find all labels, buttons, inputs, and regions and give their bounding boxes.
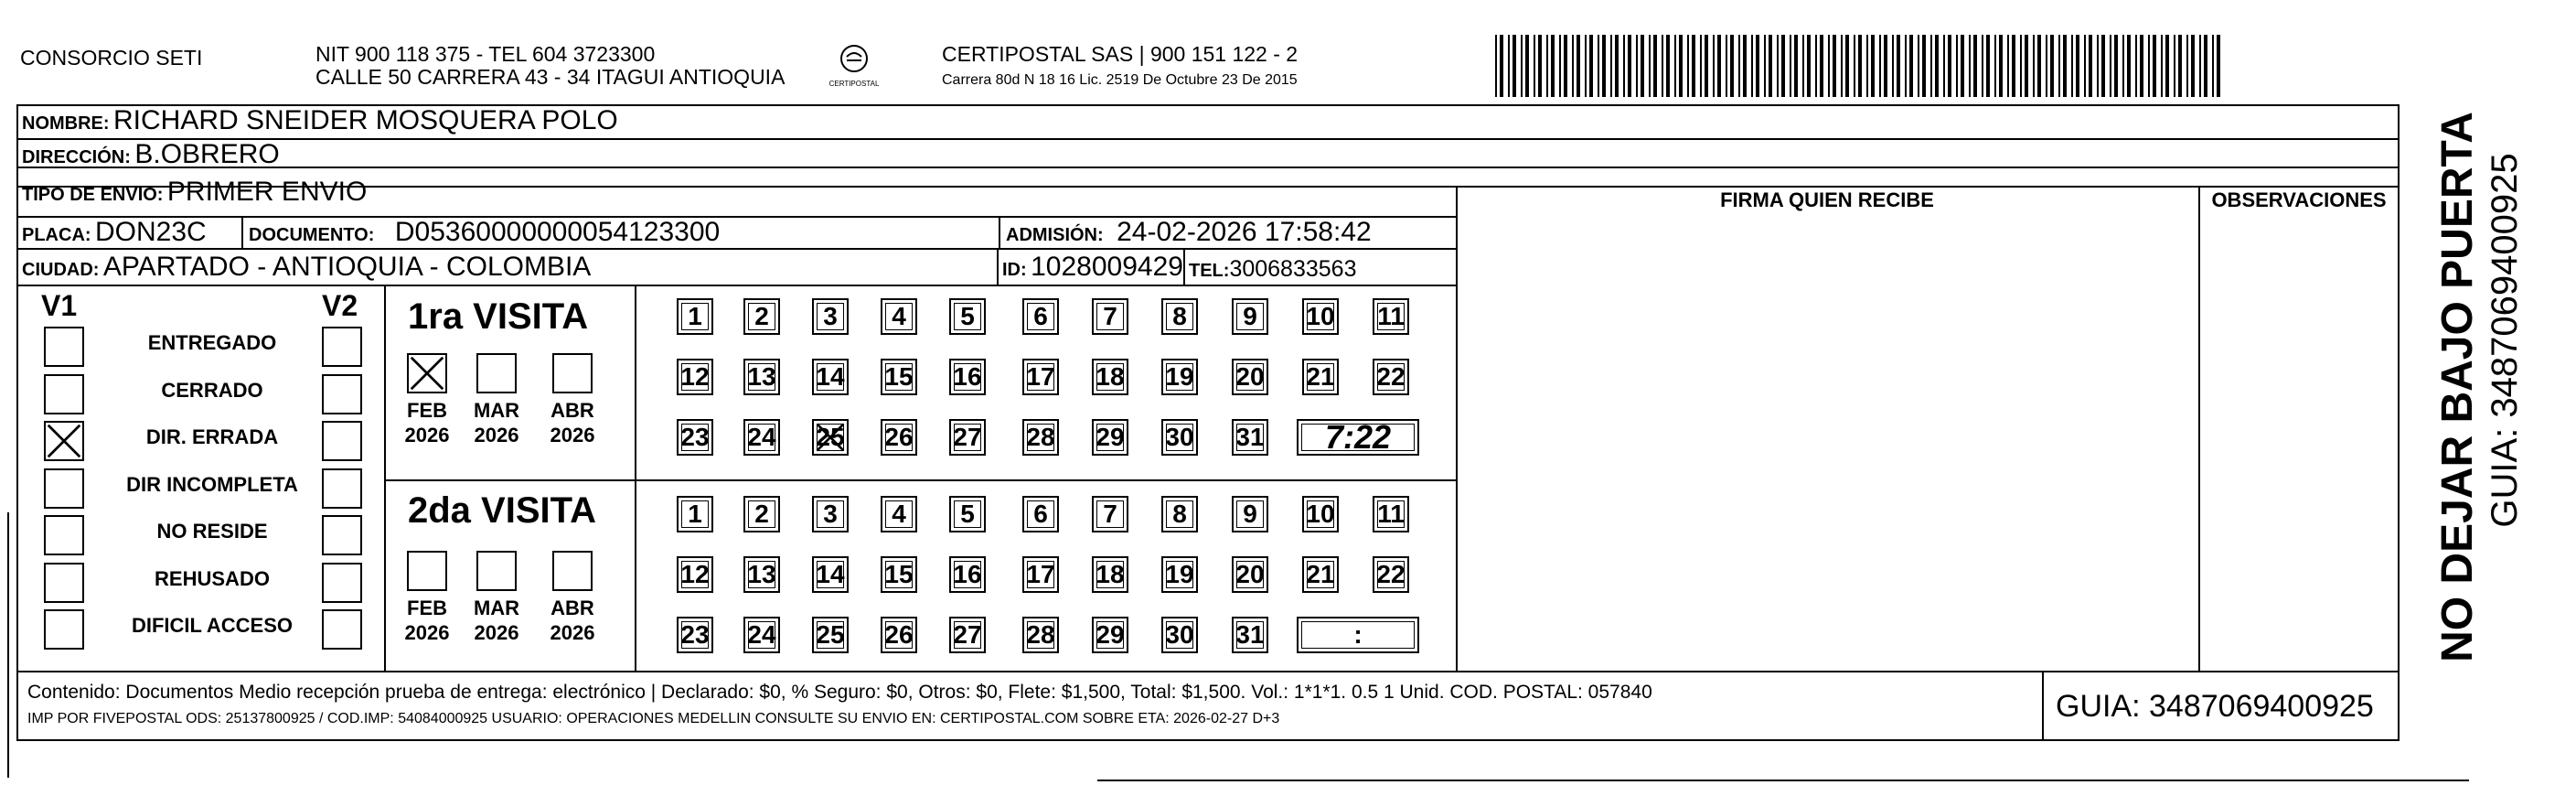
placa-value: DON23C [95, 217, 207, 247]
ciudad-label: CIUDAD: [22, 260, 100, 280]
placa-label: PLACA: [22, 225, 91, 245]
visit2-day-box[interactable] [743, 496, 780, 532]
visit2-day-box[interactable] [1092, 556, 1128, 593]
tipo-value: PRIMER ENVIO [166, 177, 368, 207]
status-label: DIR INCOMPLETA [126, 472, 298, 496]
visit1-month-label: FEB [407, 399, 447, 422]
visit2-day-box[interactable] [881, 496, 917, 532]
visit2-day-box[interactable] [1373, 496, 1409, 532]
visit2-day-number: 19 [1165, 560, 1194, 588]
visit2-month-label: MAR [473, 597, 520, 619]
visit1-day-number: 22 [1376, 362, 1406, 391]
logo-text: CERTIPOSTAL [828, 80, 880, 88]
visit2-day-box[interactable] [949, 556, 986, 593]
visit2-day-box[interactable] [677, 617, 713, 653]
barcode [1495, 35, 2227, 97]
visit1-day-box[interactable] [1092, 419, 1128, 456]
visit2-day-number: 6 [1033, 500, 1048, 528]
visit1-day-number: 13 [747, 362, 776, 391]
visit1-day-box[interactable] [743, 298, 780, 335]
visit2-day-box[interactable] [1232, 556, 1268, 593]
documento-row [249, 219, 720, 246]
visit2-year-label: 2026 [474, 621, 519, 644]
bottom-edge-line [1097, 780, 2469, 781]
visit2-day-box[interactable] [812, 617, 849, 653]
visit2-day-box[interactable] [1022, 556, 1059, 593]
visit1-day-box[interactable] [1302, 359, 1339, 395]
contenido-line: Contenido: Documentos Medio recepción prueba de entrega: electrónico | Declarado: $0, % Seguro: $0, Otros: $0, Flete: $1,500, Total: $1,500. Vol.: 1*1*1. 0.5 1 Unid. COD. POSTAL: 057840 [27, 682, 1652, 703]
visit1-month-checkbox[interactable] [407, 353, 447, 393]
status-label: NO RESIDE [156, 520, 268, 543]
v2-checkbox[interactable] [322, 468, 362, 509]
visit1-day-box[interactable] [812, 298, 849, 335]
visit1-day-box[interactable] [1232, 359, 1268, 395]
visit1-day-number: 18 [1096, 362, 1125, 391]
visit2-day-number: 9 [1243, 500, 1257, 528]
visit1-day-box[interactable] [881, 419, 917, 456]
visit1-day-box[interactable] [1022, 359, 1059, 395]
visit2-day-number: 28 [1026, 620, 1055, 649]
admision-label: ADMISIÓN: [1006, 225, 1104, 245]
visit2-day-box[interactable] [881, 556, 917, 593]
visit1-day-box[interactable] [949, 298, 986, 335]
visit1-day-box[interactable] [1373, 298, 1409, 335]
visit1-day-number: 17 [1026, 362, 1055, 391]
observaciones-header: OBSERVACIONES [2211, 188, 2387, 211]
certipostal-line: CERTIPOSTAL SAS | 900 151 122 - 2 [942, 42, 1299, 66]
v1-checkbox[interactable] [44, 327, 84, 367]
visit1-time-box[interactable] [1297, 419, 1419, 456]
visit2-title: 2da VISITA [408, 490, 596, 531]
visit1-day-box[interactable] [677, 298, 713, 335]
visit2-day-number: 16 [953, 560, 982, 588]
visit2-day-box[interactable] [677, 556, 713, 593]
visit1-day-number: 27 [953, 423, 982, 451]
documento-label: DOCUMENTO: [249, 225, 375, 245]
visit1-year-label: 2026 [404, 424, 450, 446]
visit1-day-box[interactable] [1232, 419, 1268, 456]
visit2-day-number: 20 [1235, 560, 1265, 588]
visit1-day-box[interactable] [743, 419, 780, 456]
visit1-day-number: 11 [1377, 302, 1405, 330]
certipostal-logo [821, 40, 887, 95]
visit1-day-number: 7 [1103, 302, 1117, 330]
visit1-title: 1ra VISITA [408, 296, 589, 337]
visit1-day-box[interactable] [812, 419, 849, 456]
visit2-day-number: 24 [747, 620, 776, 649]
visit1-day-box[interactable] [1161, 298, 1198, 335]
visit1-day-box[interactable] [1232, 298, 1268, 335]
placa-row [22, 219, 207, 246]
company-name: CONSORCIO SETI [20, 46, 203, 70]
visit2-day-number: 22 [1376, 560, 1406, 588]
visit2-day-box[interactable] [743, 617, 780, 653]
v2-checkbox[interactable] [322, 421, 362, 461]
visit1-day-number: 6 [1033, 302, 1048, 330]
visit1-day-number: 2 [754, 302, 769, 330]
visit2-day-number: 30 [1165, 620, 1194, 649]
visit1-month-checkbox[interactable] [476, 353, 517, 393]
visit1-day-number: 1 [688, 302, 702, 330]
guia-footer: GUIA: 3487069400925 [2056, 689, 2374, 724]
v2-checkbox[interactable] [322, 327, 362, 367]
visit1-month-label: MAR [473, 399, 520, 422]
visit2-day-box[interactable] [1092, 617, 1128, 653]
visit1-day-number: 12 [680, 362, 710, 391]
visit1-day-box[interactable] [677, 359, 713, 395]
visit1-day-box[interactable] [881, 298, 917, 335]
visit1-day-number: 3 [823, 302, 838, 330]
v1-label: V1 [41, 289, 78, 322]
visit2-day-number: 15 [884, 560, 914, 588]
visit2-day-number: 8 [1172, 500, 1187, 528]
visit1-day-number: 25 [816, 423, 845, 451]
v1-checkbox[interactable] [44, 609, 84, 650]
visit2-month-label: ABR [550, 597, 594, 619]
visit1-month-checkbox[interactable] [552, 353, 593, 393]
visit1-day-number: 24 [747, 423, 776, 451]
visit1-month-label: ABR [550, 399, 594, 422]
visit2-day-number: 1 [688, 500, 702, 528]
visit2-day-number: 10 [1306, 500, 1335, 528]
visit2-year-label: 2026 [550, 621, 595, 644]
nit-line: NIT 900 118 375 - TEL 604 3723300 [315, 42, 656, 66]
visit2-day-number: 23 [680, 620, 710, 649]
side-guia: GUIA: 3487069400925 [2485, 153, 2525, 528]
ciudad-value: APARTADO - ANTIOQUIA - COLOMBIA [102, 252, 592, 282]
visit2-time-value: : [1353, 620, 1363, 649]
direccion-row [22, 141, 280, 168]
visit1-day-number: 8 [1172, 302, 1187, 330]
firma-header: FIRMA QUIEN RECIBE [1720, 188, 1934, 211]
imp-line: IMP POR FIVEPOSTAL ODS: 25137800925 / COD.IMP: 54084000925 USUARIO: OPERACIONES MEDELLIN CONSULTE SU ENVIO EN: CERTIPOSTAL.COM SOBRE ETA: 2026-02-27 D+3 [27, 711, 1280, 726]
visit2-day-number: 26 [884, 620, 914, 649]
visit1-day-number: 28 [1026, 423, 1055, 451]
id-value: 1028009429 [1031, 252, 1183, 282]
visit1-year-label: 2026 [550, 424, 595, 446]
left-edge-line [7, 512, 9, 778]
nombre-value: RICHARD SNEIDER MOSQUERA POLO [113, 105, 618, 135]
visit2-month-checkbox[interactable] [407, 551, 447, 591]
visit2-day-box[interactable] [677, 496, 713, 532]
visit1-day-box[interactable] [1161, 419, 1198, 456]
v1-checkbox[interactable] [44, 563, 84, 603]
tel-row [1189, 258, 1356, 281]
visit2-day-box[interactable] [1302, 556, 1339, 593]
visit1-day-number: 31 [1235, 423, 1265, 451]
id-row [1002, 253, 1183, 281]
v2-checkbox[interactable] [322, 563, 362, 603]
visit2-day-number: 4 [892, 500, 906, 528]
visit1-day-number: 16 [953, 362, 982, 391]
status-label: DIR. ERRADA [145, 425, 279, 448]
visit2-day-number: 27 [953, 620, 982, 649]
direccion-value: B.OBRERO [134, 139, 280, 169]
v2-checkbox[interactable] [322, 515, 362, 555]
visit2-day-number: 29 [1096, 620, 1125, 649]
visit2-day-number: 25 [816, 620, 845, 649]
visit2-day-box[interactable] [743, 556, 780, 593]
visit1-day-box[interactable] [812, 359, 849, 395]
tel-label: TEL: [1189, 261, 1230, 281]
v1-checkbox[interactable] [44, 515, 84, 555]
admision-row [1006, 219, 1372, 246]
visit2-day-box[interactable] [1022, 496, 1059, 532]
ciudad-row [22, 253, 591, 281]
no-dejar-bajo-puerta: NO DEJAR BAJO PUERTA [2433, 112, 2482, 662]
visit2-day-box[interactable] [1161, 496, 1198, 532]
license-line: Carrera 80d N 18 16 Lic. 2519 De Octubre 23 De 2015 [942, 72, 1298, 88]
visit1-day-box[interactable] [1373, 359, 1409, 395]
tipo-label: TIPO DE ENVIO: [22, 185, 164, 205]
visit2-day-number: 13 [747, 560, 776, 588]
address-line: CALLE 50 CARRERA 43 - 34 ITAGUI ANTIOQUIA [315, 65, 786, 89]
visit1-day-box[interactable] [1092, 359, 1128, 395]
visit2-day-box[interactable] [1232, 496, 1268, 532]
visit1-time-value: 7:22 [1324, 418, 1392, 456]
admision-value: 24-02-2026 17:58:42 [1117, 217, 1372, 247]
visit2-day-number: 14 [816, 560, 845, 588]
visit2-day-number: 5 [960, 500, 975, 528]
visit1-day-number: 29 [1096, 423, 1125, 451]
visit1-day-box[interactable] [1092, 298, 1128, 335]
visit2-day-box[interactable] [1232, 617, 1268, 653]
visit2-day-number: 3 [823, 500, 838, 528]
nombre-label: NOMBRE: [22, 113, 110, 134]
visit1-day-number: 14 [816, 362, 845, 391]
visit1-day-box[interactable] [743, 359, 780, 395]
v2-label: V2 [322, 289, 358, 322]
visit1-day-box[interactable] [949, 419, 986, 456]
v2-checkbox[interactable] [322, 374, 362, 414]
tel-value: 3006833563 [1229, 256, 1357, 282]
nombre-row [22, 107, 618, 134]
visit1-day-number: 10 [1306, 302, 1335, 330]
status-label: ENTREGADO [147, 331, 277, 354]
visit2-day-box[interactable] [1373, 556, 1409, 593]
visit1-day-box[interactable] [881, 359, 917, 395]
visit1-day-number: 19 [1165, 362, 1194, 391]
visit2-day-box[interactable] [1302, 496, 1339, 532]
visit1-day-box[interactable] [949, 359, 986, 395]
visit2-day-box[interactable] [949, 496, 986, 532]
visit2-day-box[interactable] [812, 496, 849, 532]
visit2-day-number: 21 [1306, 560, 1335, 588]
visit1-day-box[interactable] [677, 419, 713, 456]
status-label: CERRADO [161, 378, 263, 402]
v1-checkbox[interactable] [44, 374, 84, 414]
visit1-day-number: 20 [1235, 362, 1265, 391]
visit2-day-box[interactable] [949, 617, 986, 653]
visit1-day-number: 15 [884, 362, 914, 391]
visit2-day-number: 17 [1026, 560, 1055, 588]
visit1-day-number: 30 [1165, 423, 1194, 451]
visit1-day-number: 21 [1306, 362, 1335, 391]
visit2-month-checkbox[interactable] [476, 551, 517, 591]
visit2-time-box[interactable] [1297, 617, 1419, 653]
visit1-day-box[interactable] [1022, 298, 1059, 335]
visit2-month-checkbox[interactable] [552, 551, 593, 591]
documento-value: D05360000000054123300 [394, 217, 721, 247]
visit2-day-box[interactable] [1092, 496, 1128, 532]
id-label: ID: [1002, 260, 1027, 280]
visit2-day-box[interactable] [881, 617, 917, 653]
v1-checkbox[interactable] [44, 421, 84, 461]
visit2-day-number: 12 [680, 560, 710, 588]
visit2-day-box[interactable] [812, 556, 849, 593]
visit2-year-label: 2026 [404, 621, 450, 644]
visit2-month-label: FEB [407, 597, 447, 619]
visit1-day-number: 9 [1243, 302, 1257, 330]
visit2-day-number: 11 [1377, 500, 1405, 528]
visit1-year-label: 2026 [474, 424, 519, 446]
visit2-day-number: 31 [1235, 620, 1265, 649]
status-label: REHUSADO [155, 566, 270, 590]
visit1-day-number: 23 [680, 423, 710, 451]
visit2-day-number: 18 [1096, 560, 1125, 588]
status-label: DIFICIL ACCESO [131, 614, 293, 637]
visit1-day-box[interactable] [1302, 298, 1339, 335]
visit1-day-box[interactable] [1161, 359, 1198, 395]
visit2-day-number: 7 [1103, 500, 1117, 528]
visit2-day-box[interactable] [1161, 556, 1198, 593]
visit1-day-number: 26 [884, 423, 914, 451]
visit2-day-box[interactable] [1022, 617, 1059, 653]
visit1-day-number: 4 [892, 302, 906, 330]
visit2-day-number: 2 [754, 500, 769, 528]
direccion-label: DIRECCIÓN: [22, 147, 131, 167]
v2-checkbox[interactable] [322, 609, 362, 650]
visit2-day-box[interactable] [1161, 617, 1198, 653]
tipo-row [22, 178, 367, 206]
visit1-day-number: 5 [960, 302, 975, 330]
visit1-day-box[interactable] [1022, 419, 1059, 456]
v1-checkbox[interactable] [44, 468, 84, 509]
